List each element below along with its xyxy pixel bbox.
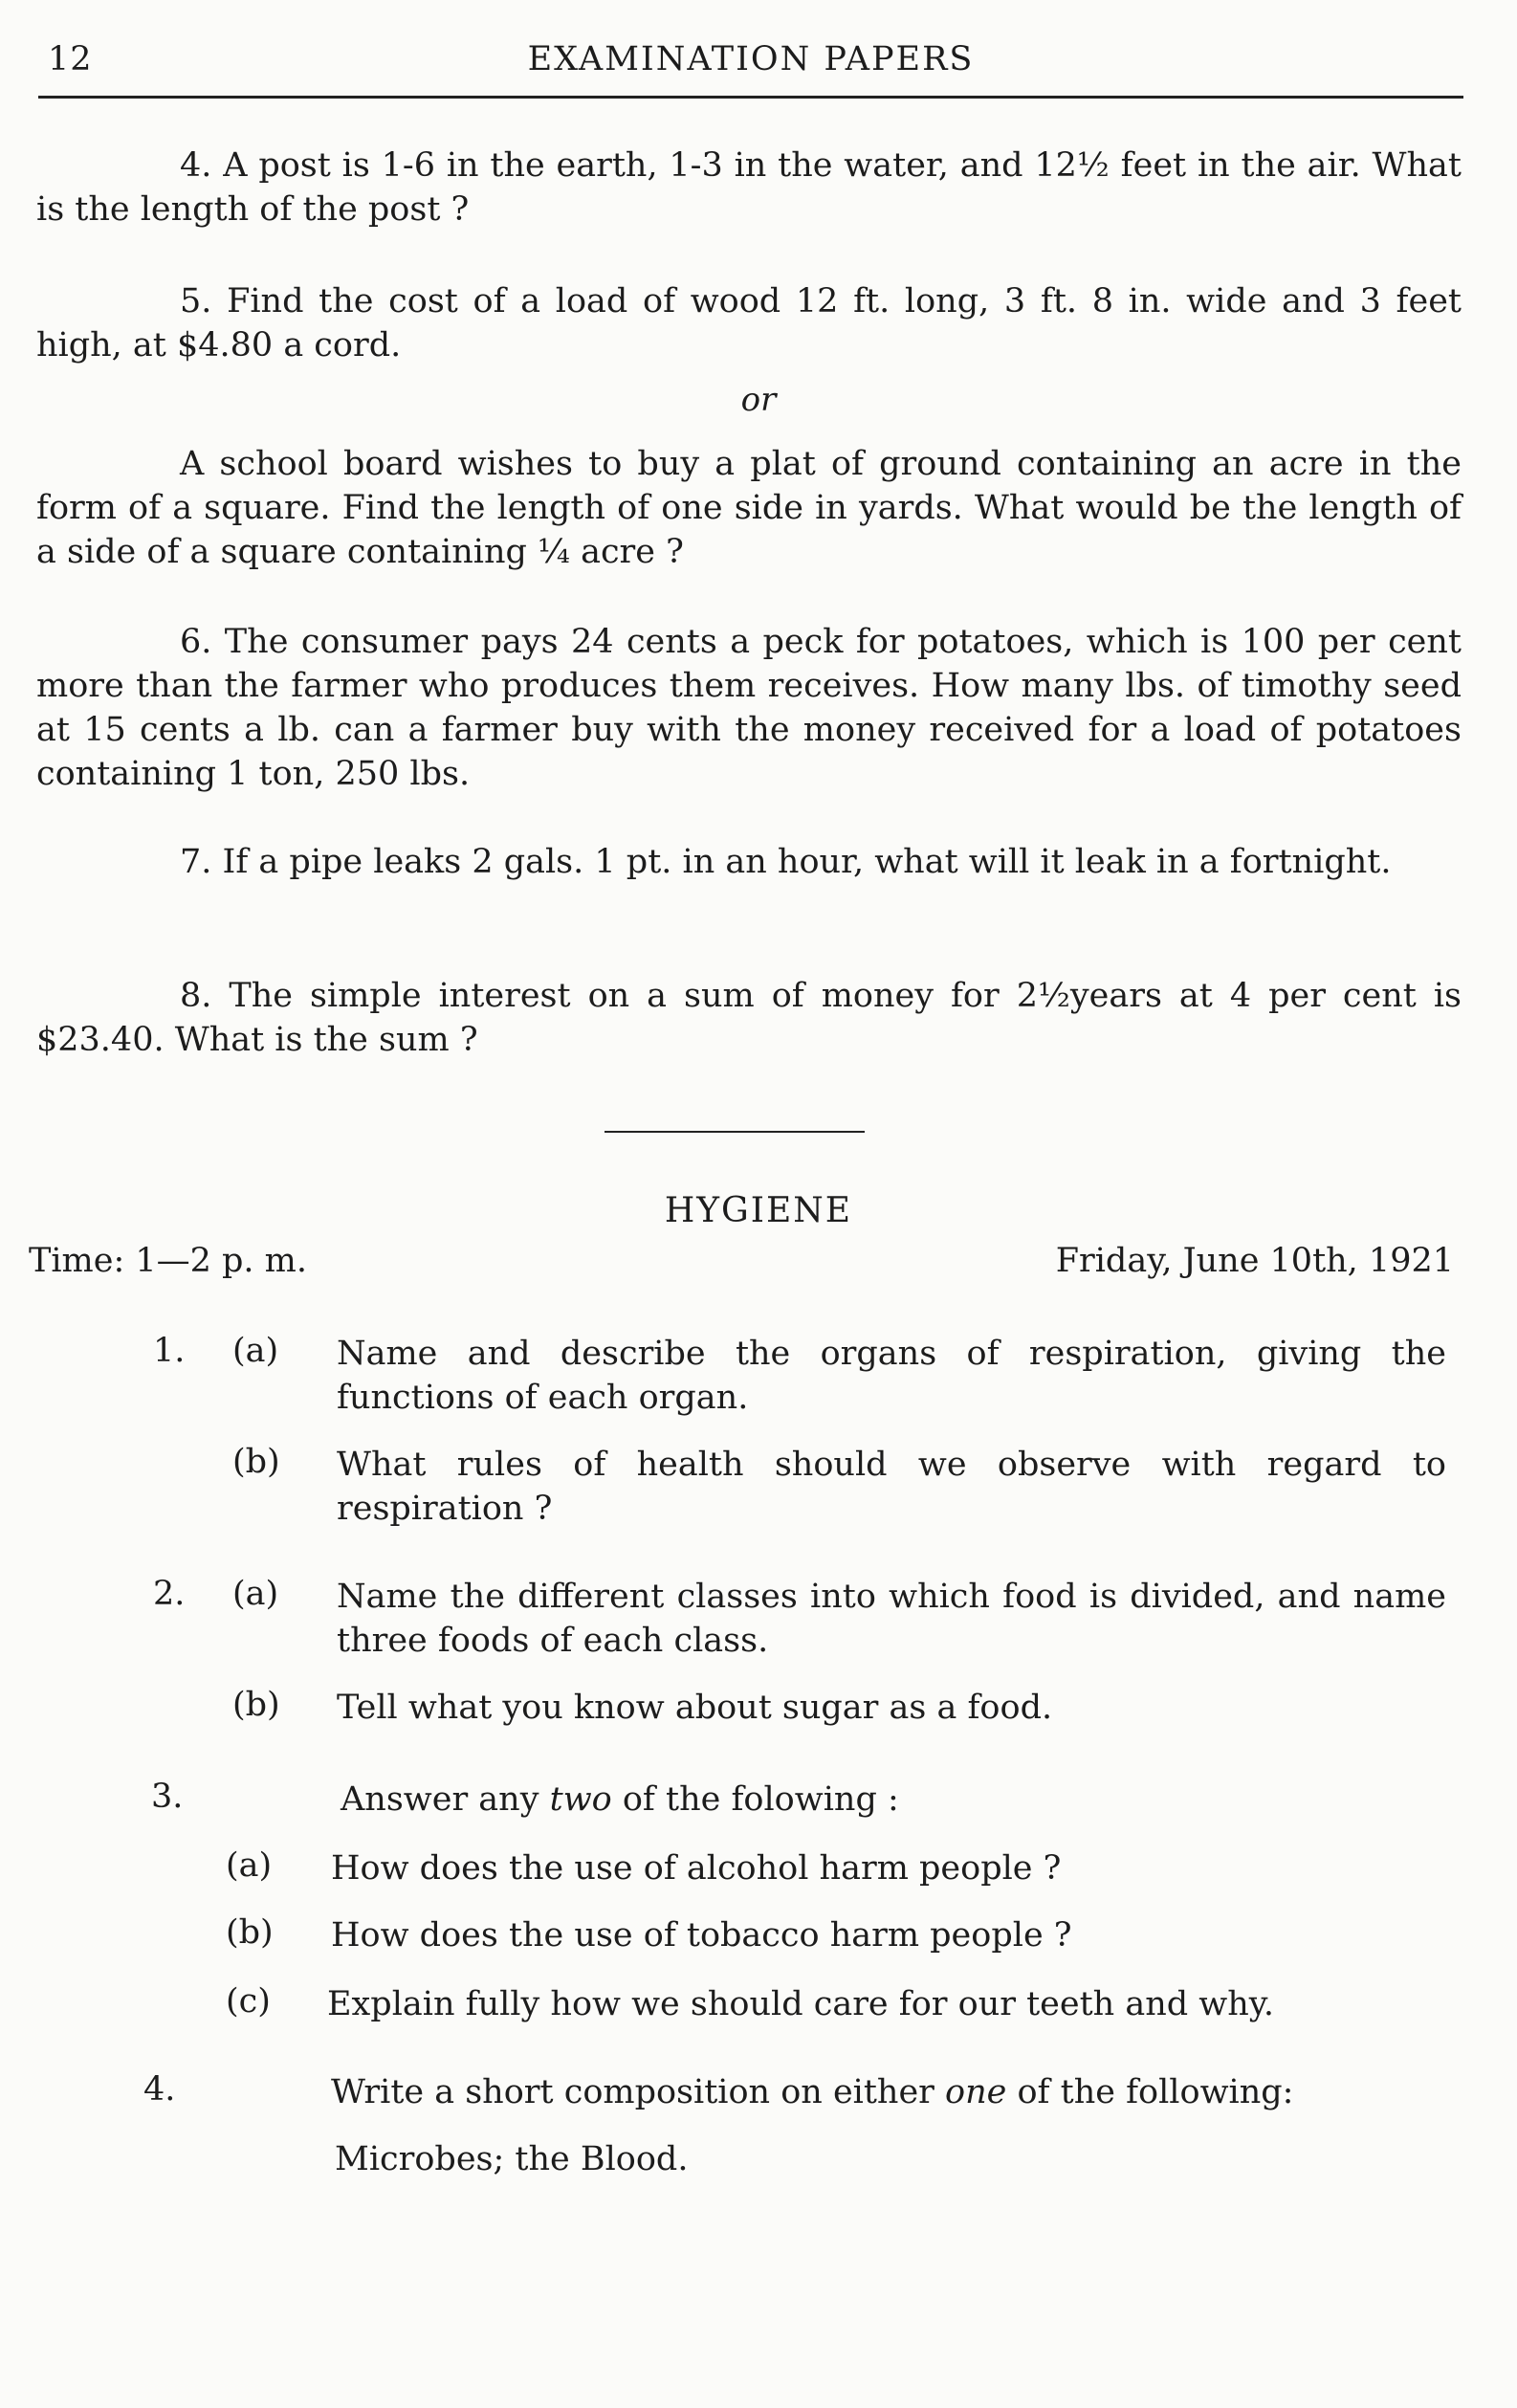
hygiene-q1b-label: (b) bbox=[232, 1443, 280, 1481]
hygiene-q2-number: 2. bbox=[153, 1575, 186, 1613]
hygiene-q4-text: Write a short composition on either one of the following: bbox=[331, 2073, 1294, 2111]
page-number: 12 bbox=[48, 40, 93, 78]
hygiene-q2a-label: (a) bbox=[232, 1575, 279, 1613]
exam-time: Time: 1—2 p. m. bbox=[29, 1242, 307, 1280]
arithmetic-question-7: 7. If a pipe leaks 2 gals. 1 pt. in an hour, what will it leak in a fortnight. bbox=[180, 843, 1392, 881]
hygiene-q3b-text: How does the use of tobacco harm people ? bbox=[331, 1916, 1072, 1955]
hygiene-q3a-label: (a) bbox=[226, 1846, 273, 1885]
hygiene-q1a-text: Name and describe the organs of respiration, giving the functions of each organ. bbox=[337, 1335, 1446, 1417]
arithmetic-question-8: 8. The simple interest on a sum of money for 2½years at 4 per cent is $23.40. What is the sum ? bbox=[36, 977, 1462, 1059]
hygiene-q3b-label: (b) bbox=[226, 1913, 274, 1952]
or-separator: or bbox=[740, 381, 777, 419]
arithmetic-question-4: 4. A post is 1-6 in the earth, 1-3 in the water, and 12½ feet in the air. What is the length of the post ? bbox=[36, 146, 1462, 229]
exam-date: Friday, June 10th, 1921 bbox=[1055, 1242, 1454, 1280]
arithmetic-question-5-alternative: A school board wishes to buy a plat of ground containing an acre in the form of a square. Find the length of one side in yards. What would be the length of a side of a square containing ¼ acre ? bbox=[36, 445, 1462, 571]
hygiene-q2a-text: Name the different classes into which food is divided, and name three foods of each class. bbox=[337, 1578, 1446, 1660]
hygiene-q3c-text: Explain fully how we should care for our teeth and why. bbox=[327, 1985, 1275, 2023]
hygiene-q3a-text: How does the use of alcohol harm people ? bbox=[331, 1849, 1062, 1888]
hygiene-q2b-text: Tell what you know about sugar as a food. bbox=[337, 1689, 1053, 1727]
hygiene-q3-number: 3. bbox=[151, 1778, 184, 1816]
emphasis-two: two bbox=[549, 1780, 612, 1819]
hygiene-q4-number: 4. bbox=[143, 2070, 176, 2109]
hygiene-time-line bbox=[29, 1242, 1454, 1286]
hygiene-q1-number: 1. bbox=[153, 1332, 186, 1370]
header-rule bbox=[38, 96, 1463, 99]
page-header bbox=[38, 36, 1463, 84]
running-title: EXAMINATION PAPERS bbox=[527, 40, 975, 78]
hygiene-q1b-text: What rules of health should we observe with regard to respiration ? bbox=[337, 1446, 1446, 1528]
section-divider bbox=[605, 1131, 865, 1133]
hygiene-q2b-label: (b) bbox=[232, 1686, 280, 1724]
emphasis-one: one bbox=[945, 2073, 1007, 2111]
hygiene-q3c-label: (c) bbox=[226, 1982, 271, 2021]
hygiene-q3-intro: Answer any two of the folowing : bbox=[341, 1780, 899, 1819]
arithmetic-question-6: 6. The consumer pays 24 cents a peck for potatoes, which is 100 per cent more than the farmer who produces them receives. How many lbs. of timothy seed at 15 cents a lb. can a farmer buy with the money received for a load of potatoes containing 1 ton, 250 lbs. bbox=[36, 623, 1462, 793]
hygiene-title: HYGIENE bbox=[664, 1191, 853, 1230]
hygiene-q1a-label: (a) bbox=[232, 1332, 279, 1370]
arithmetic-question-5: 5. Find the cost of a load of wood 12 ft. long, 3 ft. 8 in. wide and 3 feet high, at $4.80 a cord. bbox=[36, 282, 1462, 365]
hygiene-q4-topics: Microbes; the Blood. bbox=[335, 2140, 689, 2178]
